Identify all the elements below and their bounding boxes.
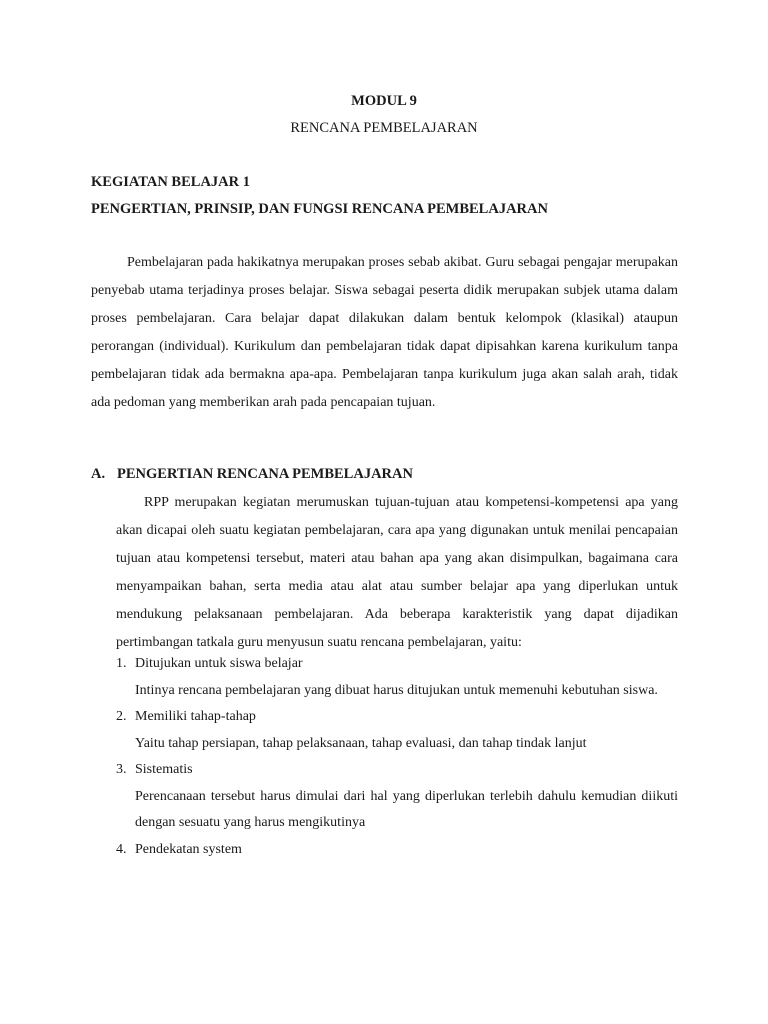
activity-subtitle: PENGERTIAN, PRINSIP, DAN FUNGSI RENCANA PEMBELAJARAN [91, 201, 548, 217]
list-item [116, 837, 678, 864]
list-item-description: Yaitu tahap persiapan, tahap pelaksanaan, tahap evaluasi, dan tahap tindak lanjut [135, 735, 587, 751]
list-item [116, 704, 678, 757]
section-a-title: PENGERTIAN RENCANA PEMBELAJARAN [117, 466, 413, 482]
list-item-title: Sistematis [135, 762, 193, 777]
list-item-title: Memiliki tahap-tahap [135, 709, 256, 724]
list-item-description: Perencanaan tersebut harus dimulai dari hal yang diperlukan terlebih dahulu kemudian diikuti dengan sesuatu yang harus mengikutinya [135, 788, 678, 830]
section-a-heading [91, 466, 413, 483]
module-title: MODUL 9 [351, 93, 417, 109]
characteristics-list [116, 651, 678, 863]
activity-title: KEGIATAN BELAJAR 1 [91, 174, 250, 190]
list-item [116, 651, 678, 704]
list-item [116, 757, 678, 837]
list-item-number: 1. [116, 656, 127, 671]
list-item-number: 3. [116, 762, 127, 777]
module-subtitle: RENCANA PEMBELAJARAN [290, 120, 478, 136]
list-item-title: Ditujukan untuk siswa belajar [135, 656, 303, 671]
list-item-description: Intinya rencana pembelajaran yang dibuat harus ditujukan untuk memenuhi kebutuhan siswa. [135, 682, 658, 698]
list-item-number: 4. [116, 841, 127, 857]
list-item-title: Pendekatan system [135, 841, 242, 857]
intro-paragraph: Pembelajaran pada hakikatnya merupakan proses sebab akibat. Guru sebagai pengajar merupakan penyebab utama terjadinya proses belajar. Siswa sebagai peserta didik merupakan subjek utama dalam proses pembelajaran. Cara belajar dapat dilakukan dalam bentuk kelompok (klasikal) ataupun perorangan (individual). Kurikulum dan pembelajaran tidak dapat dipisahkan karena kurikulum tanpa pembelajaran tidak ada bermakna apa-apa. Pembelajaran tanpa kurikulum juga akan salah arah, tidak ada pedoman yang memberikan arah pada pencapaian tujuan. [91, 255, 678, 410]
section-a-letter: A. [91, 466, 106, 482]
section-a-paragraph: RPP merupakan kegiatan merumuskan tujuan-tujuan atau kompetensi-kompetensi apa yang akan dicapai oleh suatu kegiatan pembelajaran, cara apa yang digunakan untuk menilai pencapaian tujuan atau kompetensi tersebut, materi atau bahan apa yang akan disimpulkan, bagaimana cara menyampaikan bahan, serta media atau alat atau sumber belajar apa yang diperlukan untuk mendukung pelaksanaan pembelajaran. Ada beberapa karakteristik yang dapat dijadikan pertimbangan tatkala guru menyusun suatu rencana pembelajaran, yaitu: [116, 495, 678, 650]
list-item-number: 2. [116, 709, 127, 724]
